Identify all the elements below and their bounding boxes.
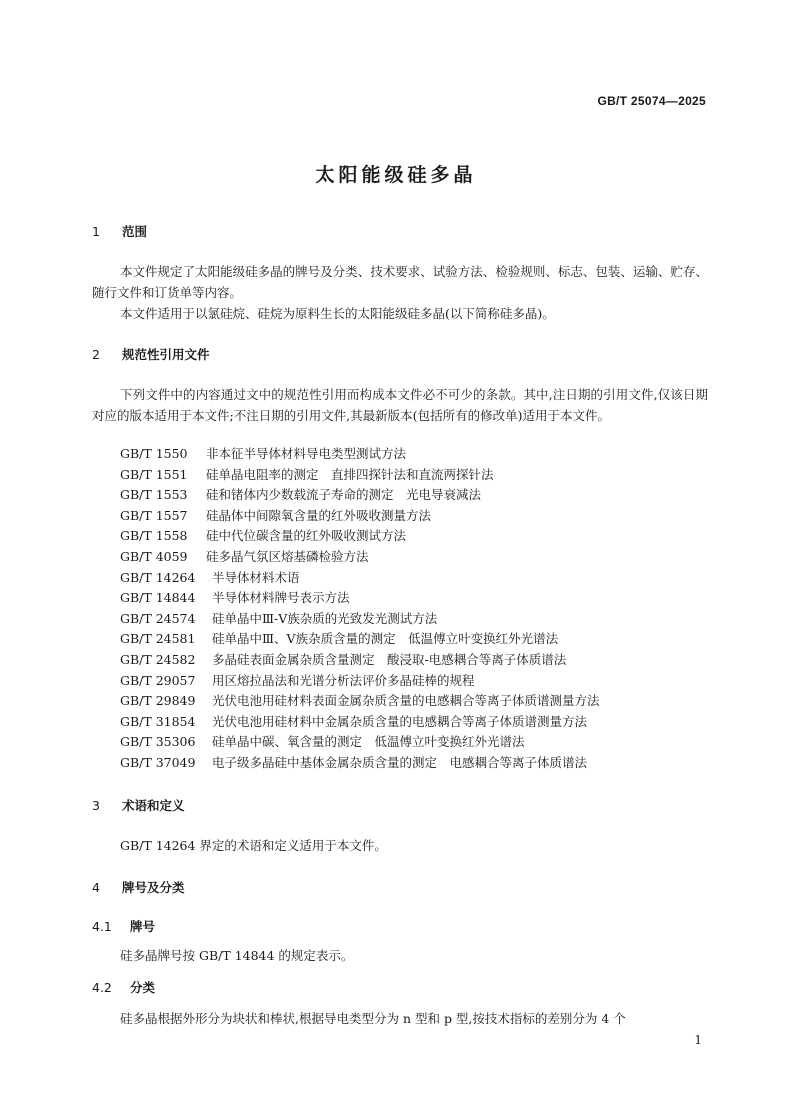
reference-item <box>120 650 600 671</box>
section-title: 范围 <box>122 224 148 239</box>
section-title: 术语和定义 <box>122 798 185 813</box>
reference-title: 光伏电池用硅材料中金属杂质含量的电感耦合等离子体质谱测量方法 <box>212 713 588 729</box>
section-4-heading <box>92 878 185 896</box>
reference-title: 硅单晶中Ⅲ-Ⅴ族杂质的光致发光测试方法 <box>212 610 438 626</box>
reference-code: GB/T 24574 <box>120 610 196 626</box>
subsection-number: 4.2 <box>92 980 112 995</box>
subsection-number: 4.1 <box>92 919 112 934</box>
standard-code: GB/T 25074—2025 <box>597 94 706 108</box>
scope-paragraph-1: 本文件规定了太阳能级硅多晶的牌号及分类、技术要求、试验方法、检验规则、标志、包装、运输、贮存、随行文件和订货单等内容。 <box>92 264 708 300</box>
reference-code: GB/T 1550 <box>120 446 188 461</box>
reference-item <box>120 444 600 465</box>
grade-paragraph: 硅多晶牌号按 GB/T 14844 的规定表示。 <box>120 948 354 963</box>
section-title: 牌号及分类 <box>122 880 185 895</box>
reference-code: GB/T 29057 <box>120 672 196 688</box>
reference-code: GB/T 4059 <box>120 548 188 564</box>
reference-item <box>120 629 600 650</box>
references-intro: 下列文件中的内容通过文中的规范性引用而构成本文件必不可少的条款。其中,注日期的引用文件,仅该日期对应的版本适用于本文件;不注日期的引用文件,其最新版本(包括所有的修改单)适用于本文件。 <box>92 387 708 423</box>
reference-item <box>120 547 600 568</box>
section-number: 1 <box>92 224 100 239</box>
section-2-heading <box>92 345 210 363</box>
section-number: 2 <box>92 347 100 362</box>
section-title: 规范性引用文件 <box>122 347 210 362</box>
reference-item <box>120 691 600 712</box>
subsection-title: 分类 <box>130 980 156 995</box>
section-1-heading <box>92 222 147 240</box>
reference-title: 电子级多晶硅中基体金属杂质含量的测定 电感耦合等离子体质谱法 <box>212 754 588 770</box>
reference-title: 非本征半导体材料导电类型测试方法 <box>206 446 407 461</box>
reference-title: 光伏电池用硅材料表面金属杂质含量的电感耦合等离子体质谱测量方法 <box>212 693 600 709</box>
reference-item <box>120 712 600 733</box>
reference-code: GB/T 1553 <box>120 487 188 503</box>
section-number: 4 <box>92 880 100 895</box>
reference-code: GB/T 1557 <box>120 507 188 523</box>
reference-item <box>120 465 600 486</box>
reference-title: 半导体材料牌号表示方法 <box>212 590 350 606</box>
reference-code: GB/T 1551 <box>120 466 188 482</box>
reference-code: GB/T 31854 <box>120 713 196 729</box>
classification-paragraph: 硅多晶根据外形分为块状和棒状,根据导电类型分为 n 型和 p 型,按技术指标的差别分为 4 个 <box>120 1011 626 1026</box>
reference-title: 多晶硅表面金属杂质含量测定 酸浸取-电感耦合等离子体质谱法 <box>212 651 567 667</box>
reference-code: GB/T 35306 <box>120 734 196 750</box>
section-3-heading <box>92 796 185 814</box>
reference-title: 硅中代位碳含量的红外吸收测试方法 <box>206 528 407 544</box>
reference-item <box>120 568 600 589</box>
reference-item <box>120 506 600 527</box>
reference-title: 硅单晶电阻率的测定 直排四探针法和直流两探针法 <box>206 466 494 482</box>
reference-code: GB/T 37049 <box>120 754 196 770</box>
reference-title: 用区熔拉晶法和光谱分析法评价多晶硅棒的规程 <box>212 672 475 688</box>
page-number: 1 <box>694 1033 702 1047</box>
reference-code: GB/T 1558 <box>120 528 188 544</box>
subsection-4-2-heading <box>92 978 155 996</box>
reference-title: 硅单晶中碳、氧含量的测定 低温傅立叶变换红外光谱法 <box>212 734 525 750</box>
subsection-title: 牌号 <box>130 919 156 934</box>
reference-code: GB/T 24581 <box>120 631 196 647</box>
reference-item <box>120 671 600 692</box>
reference-item <box>120 526 600 547</box>
reference-list <box>120 444 600 774</box>
reference-title: 硅晶体中间隙氧含量的红外吸收测量方法 <box>206 507 432 523</box>
section-number: 3 <box>92 798 100 813</box>
reference-code: GB/T 14264 <box>120 569 196 585</box>
reference-item <box>120 588 600 609</box>
reference-item <box>120 609 600 630</box>
subsection-4-1-heading <box>92 917 155 935</box>
document-title: 太阳能级硅多晶 <box>315 164 477 186</box>
reference-code: GB/T 24582 <box>120 651 196 667</box>
reference-item <box>120 485 600 506</box>
reference-item <box>120 753 600 774</box>
reference-item <box>120 732 600 753</box>
reference-title: 硅单晶中Ⅲ、Ⅴ族杂质含量的测定 低温傅立叶变换红外光谱法 <box>212 631 559 647</box>
scope-paragraph-2: 本文件适用于以氯硅烷、硅烷为原料生长的太阳能级硅多晶(以下简称硅多晶)。 <box>120 306 555 321</box>
reference-title: 半导体材料术语 <box>212 569 300 585</box>
reference-title: 硅多晶气氛区熔基磷检验方法 <box>206 548 369 564</box>
reference-title: 硅和锗体内少数载流子寿命的测定 光电导衰减法 <box>206 487 482 503</box>
reference-code: GB/T 29849 <box>120 693 196 709</box>
reference-code: GB/T 14844 <box>120 590 196 606</box>
terms-paragraph: GB/T 14264 界定的术语和定义适用于本文件。 <box>120 838 387 853</box>
